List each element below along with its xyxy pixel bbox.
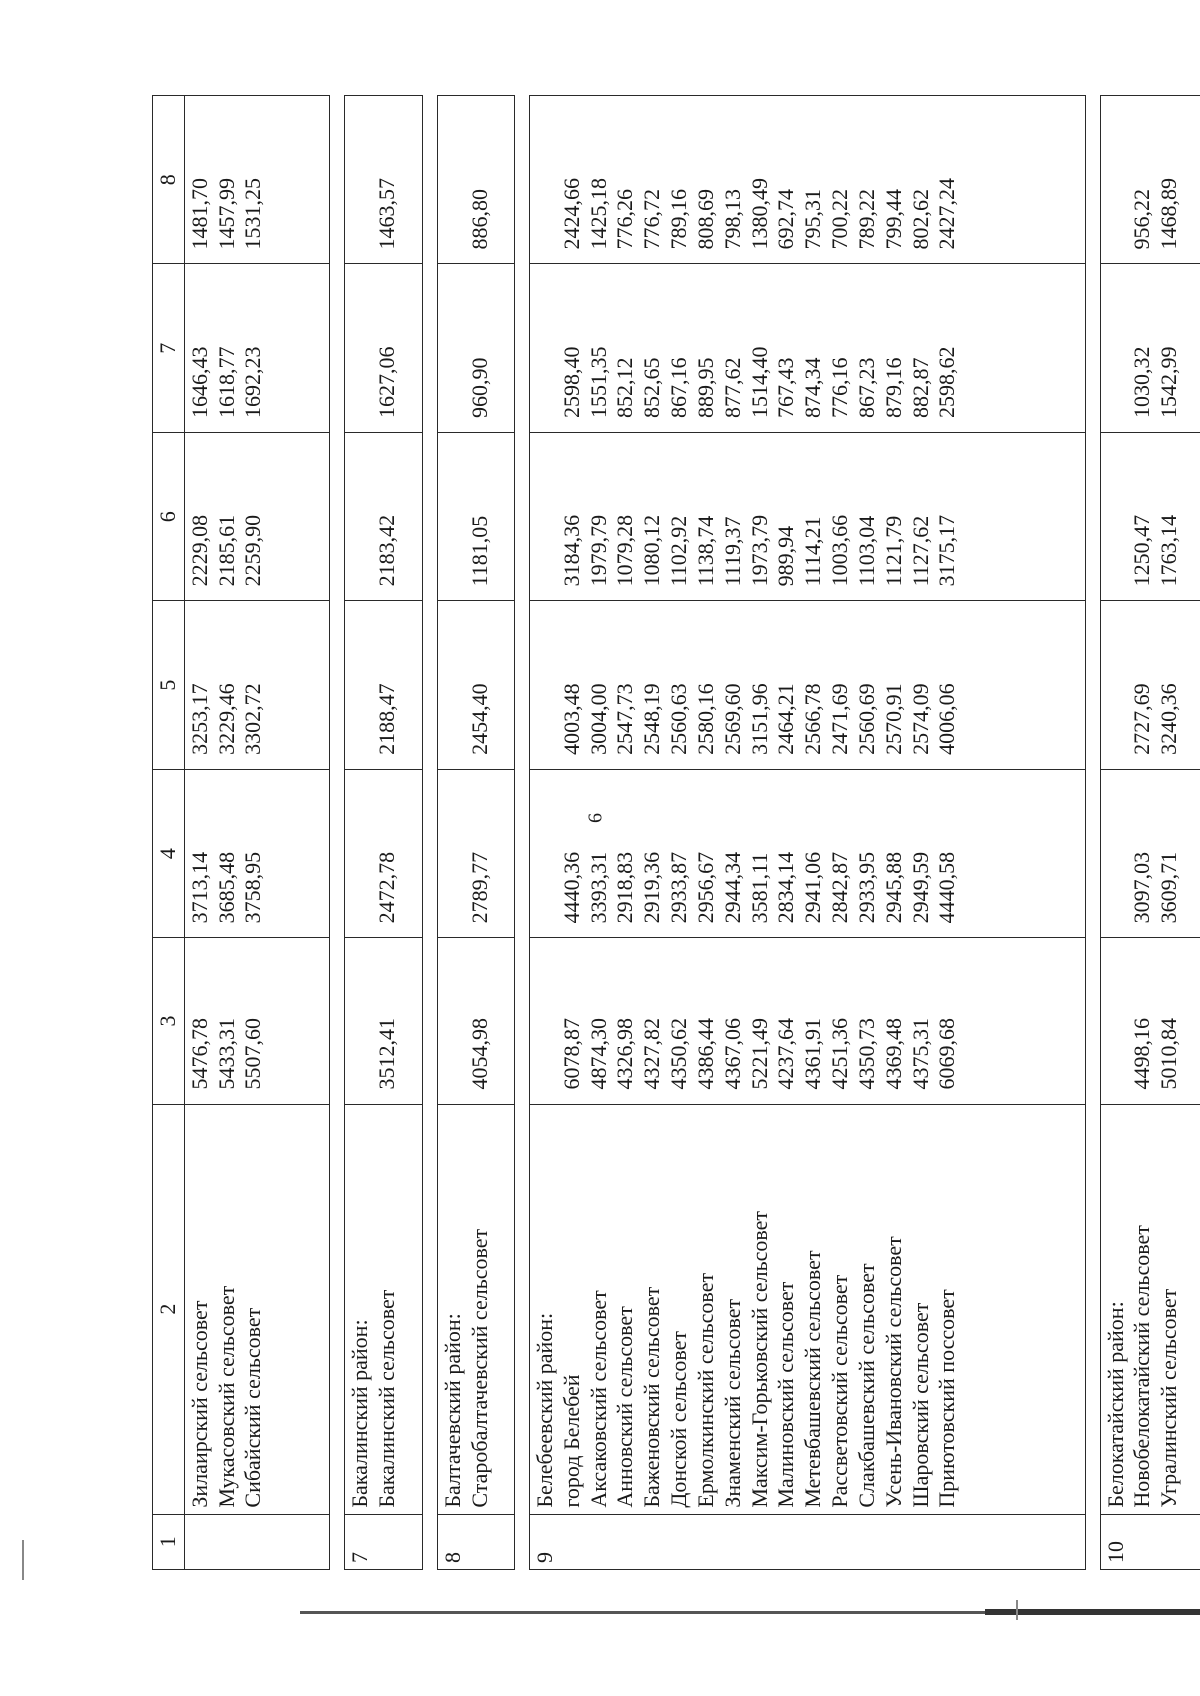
municipality-names (345, 1104, 422, 1514)
value-cell: 2548,19 (639, 683, 665, 755)
value-cell: 5476,78 (186, 1018, 212, 1090)
value-column-3 (345, 938, 422, 1104)
header-col-5: 5 (153, 601, 185, 769)
value-cell: 2566,78 (800, 683, 826, 755)
municipality-name: Угралинский сельсовет (1156, 1288, 1182, 1508)
value-cell: 1138,74 (692, 515, 718, 587)
value-column-6 (1100, 432, 1200, 600)
value-cell: 2259,90 (240, 514, 266, 587)
value-cell: 798,13 (719, 189, 745, 250)
municipality-name: Приютовский поссовет (934, 1289, 960, 1508)
value-cell: 2185,61 (213, 514, 239, 587)
value-cell: 692,74 (773, 189, 799, 250)
value-cell: 3758,95 (240, 851, 266, 924)
value-cell: 2842,87 (827, 851, 853, 924)
value-cell: 4369,48 (880, 1018, 906, 1090)
value-cell: 5221,49 (746, 1018, 772, 1090)
district-title: Белебеевский район: (531, 1312, 557, 1508)
value-cell: 3151,96 (746, 683, 772, 755)
value-cell: 1514,40 (746, 346, 772, 418)
header-col-4: 4 (153, 769, 185, 937)
blank-line (1103, 271, 1130, 418)
value-column-3 (437, 938, 514, 1104)
value-cell: 4003,48 (558, 683, 584, 755)
blank-line (532, 271, 559, 418)
value-column-4 (529, 769, 1085, 937)
value-column-5 (437, 601, 514, 769)
value-cell: 874,34 (800, 357, 826, 418)
municipality-names (184, 1104, 330, 1514)
value-cell: 1181,05 (466, 515, 492, 587)
value-column-3 (1100, 938, 1200, 1104)
value-cell: 789,22 (853, 189, 879, 250)
value-cell: 4350,62 (666, 1018, 692, 1090)
value-cell: 776,26 (612, 189, 638, 250)
value-cell: 2945,88 (880, 851, 906, 924)
value-cell: 4361,91 (800, 1018, 826, 1090)
value-cell: 886,80 (466, 189, 492, 250)
value-cell: 1627,06 (374, 346, 400, 418)
value-cell: 2464,21 (773, 683, 799, 755)
header-col-3: 3 (153, 938, 185, 1104)
value-cell: 2471,69 (827, 683, 853, 755)
municipality-name: Рассветовский сельсовет (827, 1274, 853, 1508)
row-number (1100, 1514, 1200, 1569)
group-gap (422, 96, 437, 1570)
scan-margin-mark (22, 1540, 24, 1580)
value-cell: 795,31 (800, 189, 826, 250)
municipality-names (529, 1104, 1085, 1514)
value-cell: 2919,36 (639, 851, 665, 924)
group-gap-cell (422, 96, 437, 1570)
value-cell: 767,43 (773, 357, 799, 418)
municipality-name: Сибайский сельсовет (240, 1307, 266, 1508)
blank-line (1103, 439, 1130, 586)
value-column-5 (184, 601, 330, 769)
municipality-name: Старобалтачевский сельсовет (466, 1228, 492, 1508)
value-cell: 3175,17 (934, 514, 960, 587)
value-cell: 5433,31 (213, 1018, 239, 1090)
value-cell: 2727,69 (1129, 683, 1155, 755)
value-column-4 (345, 769, 422, 937)
value-column-8 (529, 96, 1085, 265)
value-cell: 3240,36 (1156, 683, 1182, 755)
value-column-5 (345, 601, 422, 769)
value-cell: 1973,79 (746, 514, 772, 587)
value-cell: 989,94 (773, 525, 799, 587)
header-col-7: 7 (153, 264, 185, 432)
value-column-6 (529, 432, 1085, 600)
value-cell: 1127,62 (907, 515, 933, 587)
municipality-name: Новобелокатайский сельсовет (1129, 1225, 1155, 1508)
blank-line (1103, 607, 1130, 754)
value-cell: 5507,60 (240, 1018, 266, 1090)
value-cell: 1457,99 (213, 178, 239, 250)
value-cell: 1763,14 (1156, 514, 1182, 587)
municipality-name: Аксаковский сельсовет (585, 1290, 611, 1508)
value-column-7 (529, 264, 1085, 432)
value-cell: 2956,67 (692, 851, 718, 924)
value-cell: 3253,17 (186, 683, 212, 755)
table-row (345, 96, 422, 1570)
value-column-6 (437, 432, 514, 600)
value-cell: 4326,98 (612, 1018, 638, 1090)
value-cell: 4386,44 (692, 1018, 718, 1090)
value-cell: 2580,16 (692, 683, 718, 755)
header-row (153, 96, 185, 1570)
value-cell: 889,95 (692, 357, 718, 418)
municipality-name: Ермолкинский сельсовет (692, 1272, 718, 1508)
value-cell: 2789,77 (466, 851, 492, 924)
municipality-name: Бакалинский сельсовет (374, 1289, 400, 1508)
value-cell: 2598,40 (558, 346, 584, 418)
value-column-7 (437, 264, 514, 432)
blank-line (1103, 776, 1130, 923)
value-cell: 2598,62 (934, 346, 960, 418)
scan-margin-mark (1016, 1600, 1018, 1620)
value-cell: 2560,69 (853, 683, 879, 755)
municipality-name: Знаменский сельсовет (719, 1298, 745, 1508)
value-column-6 (345, 432, 422, 600)
value-cell: 1531,25 (240, 178, 266, 250)
municipality-name: Мукасовский сельсовет (213, 1285, 239, 1508)
value-cell: 2427,24 (934, 178, 960, 250)
value-cell: 4327,82 (639, 1018, 665, 1090)
row-number (184, 1514, 330, 1569)
value-cell: 1030,32 (1129, 346, 1155, 418)
value-cell: 852,12 (612, 357, 638, 418)
value-column-8 (437, 96, 514, 265)
value-cell: 789,16 (666, 189, 692, 250)
blank-line (532, 607, 559, 754)
value-column-5 (529, 601, 1085, 769)
district-title: Балтачевский район: (439, 1313, 465, 1508)
value-cell: 1103,04 (853, 515, 879, 587)
value-cell: 799,44 (880, 189, 906, 250)
value-cell: 3713,14 (186, 851, 212, 924)
value-cell: 1979,79 (585, 514, 611, 587)
value-cell: 1102,92 (666, 515, 692, 587)
value-cell: 1380,49 (746, 178, 772, 250)
value-cell: 4440,58 (934, 851, 960, 924)
value-cell: 4498,16 (1129, 1018, 1155, 1090)
blank-line (267, 1111, 294, 1508)
value-cell: 1646,43 (186, 346, 212, 418)
group-gap (330, 96, 345, 1570)
row-number-text: 10 (1102, 1541, 1128, 1563)
tariff-table-rotated (152, 95, 1200, 1570)
municipality-name: Шаровский сельсовет (907, 1302, 933, 1508)
value-column-8 (1100, 96, 1200, 265)
header-col-6: 6 (153, 432, 185, 600)
value-cell: 4375,31 (907, 1018, 933, 1090)
row-number-text: 9 (531, 1552, 557, 1563)
row-number (437, 1514, 514, 1569)
value-cell: 2933,95 (853, 851, 879, 924)
value-cell: 776,16 (827, 357, 853, 418)
value-cell: 2949,59 (907, 851, 933, 924)
value-cell: 6078,87 (558, 1018, 584, 1090)
value-cell: 3184,36 (558, 514, 584, 587)
value-cell: 4367,06 (719, 1018, 745, 1090)
value-cell: 877,62 (719, 357, 745, 418)
table-body (184, 96, 1200, 1570)
value-cell: 2229,08 (186, 514, 212, 587)
municipality-name: Малиновский сельсовет (773, 1281, 799, 1508)
group-gap-cell (330, 96, 345, 1570)
value-cell: 2424,66 (558, 178, 584, 250)
value-cell: 2918,83 (612, 851, 638, 924)
value-cell: 3229,46 (213, 683, 239, 755)
value-cell: 2574,09 (907, 683, 933, 755)
value-cell: 1551,35 (585, 346, 611, 418)
blank-line (532, 102, 559, 250)
header-col-1: 1 (153, 1514, 185, 1569)
row-number (345, 1514, 422, 1569)
header-col-2: 2 (153, 1104, 185, 1514)
value-column-7 (1100, 264, 1200, 432)
municipality-name: Баженовский сельсовет (639, 1286, 665, 1508)
municipality-name: Анновский сельсовет (612, 1306, 638, 1508)
value-cell: 2547,73 (612, 683, 638, 755)
value-cell: 956,22 (1129, 189, 1155, 250)
value-cell: 4237,64 (773, 1018, 799, 1090)
row-number-text: 7 (347, 1552, 373, 1563)
blank-line (1103, 102, 1130, 250)
value-cell: 1463,57 (374, 178, 400, 250)
value-cell: 882,87 (907, 357, 933, 418)
page-number: 6 (584, 813, 607, 823)
value-cell: 808,69 (692, 189, 718, 250)
value-cell: 1468,89 (1156, 178, 1182, 250)
value-cell: 802,62 (907, 189, 933, 250)
value-column-4 (184, 769, 330, 937)
value-cell: 2183,42 (374, 514, 400, 587)
value-cell: 1250,47 (1129, 514, 1155, 587)
value-column-8 (345, 96, 422, 265)
row-number (529, 1514, 1085, 1569)
group-gap-cell (514, 96, 529, 1570)
table-row (437, 96, 514, 1570)
value-cell: 2569,60 (719, 683, 745, 755)
municipality-names (437, 1104, 514, 1514)
municipality-names (1100, 1104, 1200, 1514)
value-cell: 867,16 (666, 357, 692, 418)
value-column-4 (1100, 769, 1200, 937)
value-cell: 3302,72 (240, 683, 266, 755)
value-cell: 1692,23 (240, 346, 266, 418)
value-cell: 4440,36 (558, 851, 584, 924)
value-cell: 2472,78 (374, 851, 400, 924)
group-gap (1085, 96, 1100, 1570)
value-cell: 879,16 (880, 357, 906, 418)
row-number-text: 8 (439, 1552, 465, 1563)
municipality-name: Зилаирский сельсовет (186, 1300, 212, 1508)
value-cell: 2834,14 (773, 851, 799, 924)
value-column-3 (529, 938, 1085, 1104)
value-cell: 3512,41 (374, 1018, 400, 1090)
value-column-3 (184, 938, 330, 1104)
municipality-name: Слакбашевский сельсовет (853, 1263, 879, 1508)
value-cell: 776,72 (639, 189, 665, 250)
district-title: Белокатайский район: (1102, 1301, 1128, 1508)
value-cell: 867,23 (853, 357, 879, 418)
value-cell: 852,65 (639, 357, 665, 418)
value-cell: 2944,34 (719, 851, 745, 924)
value-cell: 2454,40 (466, 683, 492, 755)
value-cell: 700,22 (827, 189, 853, 250)
value-cell: 2941,06 (800, 851, 826, 924)
table-row (529, 96, 1085, 1570)
value-cell: 1121,79 (880, 515, 906, 587)
value-cell: 4350,73 (853, 1018, 879, 1090)
value-cell: 1079,28 (612, 514, 638, 587)
value-column-6 (184, 432, 330, 600)
table-row (1100, 96, 1200, 1570)
header-col-8: 8 (153, 96, 185, 265)
municipality-name: Максим-Горьковский сельсовет (746, 1210, 772, 1508)
value-cell: 1542,99 (1156, 346, 1182, 418)
value-cell: 2188,47 (374, 683, 400, 755)
municipality-name: Донской сельсовет (666, 1330, 692, 1508)
blank-line (532, 944, 559, 1089)
tariff-table (152, 95, 1200, 1570)
value-cell: 3393,31 (585, 851, 611, 924)
value-cell: 960,90 (466, 357, 492, 418)
value-cell: 1425,18 (585, 178, 611, 250)
value-cell: 4054,98 (466, 1018, 492, 1090)
value-cell: 2570,91 (880, 683, 906, 755)
value-cell: 3004,00 (585, 683, 611, 755)
value-cell: 1003,66 (827, 514, 853, 587)
value-cell: 2933,87 (666, 851, 692, 924)
blank-line (532, 776, 559, 923)
group-gap (514, 96, 529, 1570)
value-cell: 6069,68 (934, 1018, 960, 1090)
value-cell: 1119,37 (719, 516, 745, 587)
value-cell: 3581,11 (746, 852, 772, 924)
value-cell: 1481,70 (186, 178, 212, 250)
value-column-7 (345, 264, 422, 432)
value-column-5 (1100, 601, 1200, 769)
value-cell: 1618,77 (213, 346, 239, 418)
value-cell: 2560,63 (666, 683, 692, 755)
group-gap-cell (1085, 96, 1100, 1570)
value-column-8 (184, 96, 330, 265)
value-cell: 3609,71 (1156, 851, 1182, 924)
value-cell: 3685,48 (213, 851, 239, 924)
municipality-name: Усень-Ивановский сельсовет (880, 1236, 906, 1508)
value-cell: 4251,36 (827, 1018, 853, 1090)
value-cell: 4006,06 (934, 683, 960, 755)
value-column-7 (184, 264, 330, 432)
municipality-name: Метевбашевский сельсовет (800, 1250, 826, 1508)
value-cell: 3097,03 (1129, 851, 1155, 924)
value-cell: 1080,12 (639, 514, 665, 587)
blank-line (1103, 944, 1130, 1089)
value-cell: 4874,30 (585, 1018, 611, 1090)
municipality-name: город Белебей (558, 1374, 584, 1508)
value-column-4 (437, 769, 514, 937)
district-title: Бакалинский район: (347, 1319, 373, 1508)
blank-line (532, 439, 559, 586)
value-cell: 5010,84 (1156, 1018, 1182, 1090)
table-row (184, 96, 330, 1570)
value-cell: 1114,21 (800, 516, 826, 587)
